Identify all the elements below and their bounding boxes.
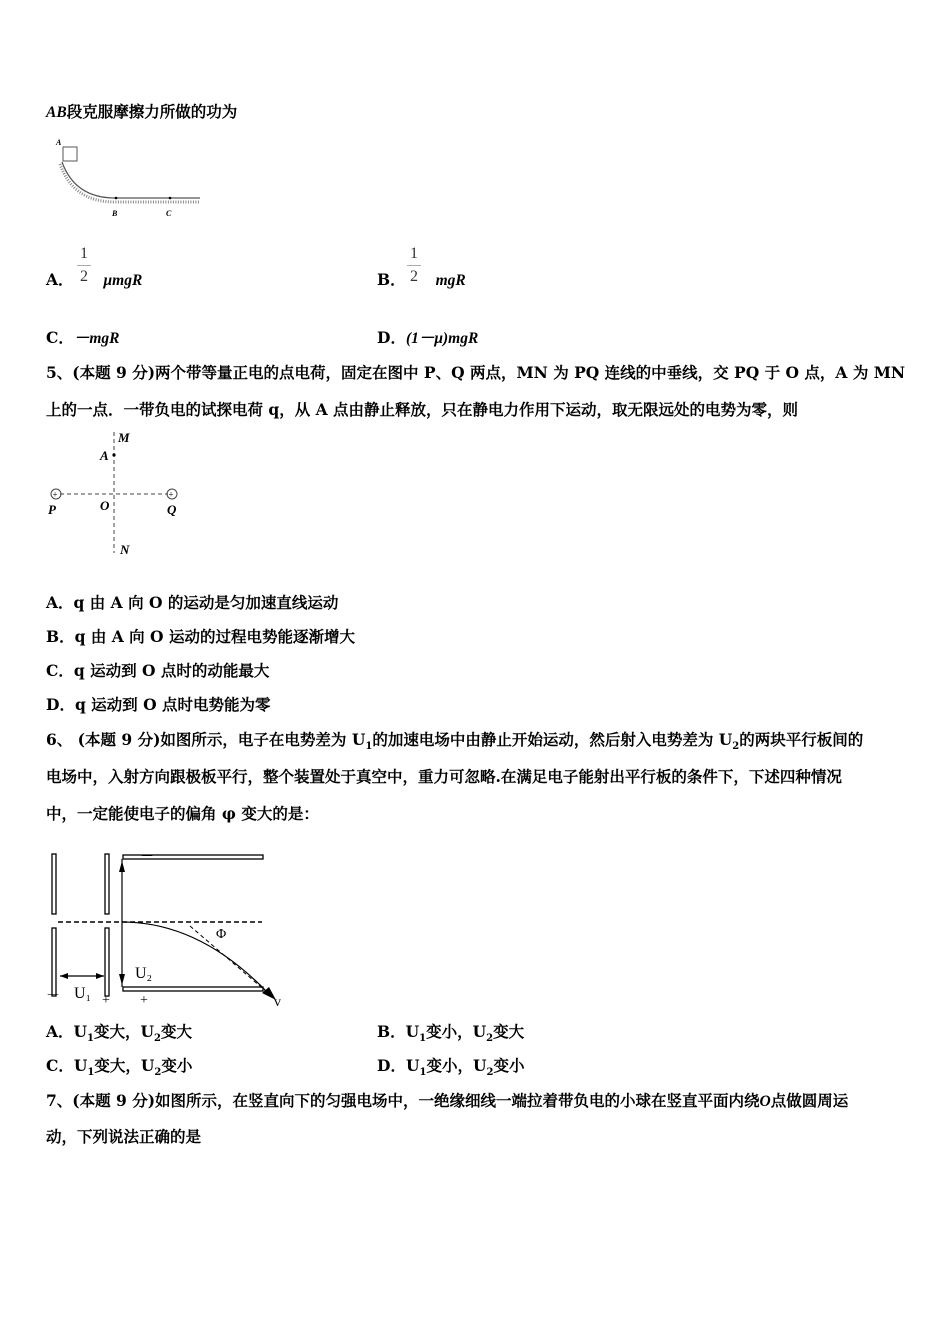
option-label: A． [46, 270, 74, 289]
label-minus-top: － [140, 850, 154, 865]
q6-option-a[interactable] [46, 1022, 192, 1049]
denominator: 2 [80, 268, 88, 285]
text: 的加速电场中由静止开始运动，然后射入电势差为 U [372, 730, 733, 749]
q5-option-d[interactable]: D．q 运动到 O 点时电势能为零 [46, 695, 271, 714]
t: D．U [377, 1056, 420, 1075]
numerator: 1 [80, 245, 88, 262]
option-expr: (1－μ)mgR [405, 330, 479, 347]
text: 的两块平行板间的 [739, 730, 864, 749]
q4-option-b[interactable] [377, 270, 466, 291]
option-expr: mgR [435, 272, 466, 289]
t: 变小，U [426, 1022, 487, 1041]
subscript: 2 [154, 1033, 162, 1045]
label-m: M [118, 430, 130, 445]
q5-stem-line1: 5、(本题 9 分)两个带等量正电的点电荷，固定在图中 P、Q 两点，MN 为 PQ 连线的中垂线，交 PQ 于 O 点，A 为 MN [46, 363, 906, 382]
subscript: 1 [365, 741, 373, 753]
label-a: A [100, 448, 109, 463]
q4-stem-tail [46, 102, 237, 123]
label-b: B [112, 209, 118, 218]
subscript: 1 [87, 1033, 95, 1045]
t: 变大，U [94, 1056, 155, 1075]
text: 点做圆周运 [770, 1091, 849, 1110]
label-u1: U₁ [74, 985, 92, 1002]
svg-text:+: + [52, 489, 58, 500]
option-label: B． [377, 270, 406, 289]
q6-option-b[interactable] [377, 1022, 524, 1049]
label-phi: Φ [216, 927, 227, 942]
q4-figure-track [50, 135, 210, 225]
q6-stem-line3: 中，一定能使电子的偏角 φ 变大的是： [46, 804, 319, 823]
t: 变大 [493, 1022, 525, 1041]
option-label: C． [46, 328, 74, 347]
label-o: O [100, 498, 110, 513]
t: A．U [46, 1022, 88, 1041]
label-a: A [56, 138, 62, 147]
q7-stem-line1 [46, 1091, 848, 1112]
label-c: C [166, 209, 172, 218]
numerator: 1 [410, 245, 418, 262]
subscript: 1 [419, 1033, 427, 1045]
block [63, 147, 77, 161]
q7-stem-line2: 动，下列说法正确的是 [46, 1127, 202, 1146]
q5-option-c[interactable]: C．q 运动到 O 点时的动能最大 [46, 661, 270, 680]
t: 变大 [161, 1022, 193, 1041]
t: 变小 [493, 1056, 525, 1075]
subscript: 2 [732, 741, 740, 753]
label-p: P [48, 502, 56, 517]
fraction-b [407, 245, 421, 286]
t: C．U [46, 1056, 88, 1075]
q4-option-a[interactable] [46, 270, 142, 291]
option-expr: －mgR [73, 330, 120, 347]
q5-option-b[interactable]: B．q 由 A 向 O 运动的过程电势能逐渐增大 [46, 627, 355, 646]
q6-stem-line2: 电场中，入射方向跟极板平行，整个装置处于真空中，重力可忽略.在满足电子能射出平行板的条件下，下述四种情况 [46, 767, 842, 786]
option-expr: μmgR [103, 272, 143, 289]
t: 变小 [161, 1056, 193, 1075]
text: 6、 (本题 9 分)如图所示，电子在电势差为 U [46, 730, 366, 749]
t: 变小，U [426, 1056, 487, 1075]
denominator: 2 [410, 268, 418, 285]
label-n: N [120, 542, 130, 557]
q6-option-d[interactable] [377, 1056, 524, 1083]
ab-text: AB [46, 104, 67, 121]
subscript: 2 [486, 1033, 494, 1045]
option-label: D． [377, 328, 406, 347]
label-plus-mid: + [102, 993, 110, 1008]
q5-figure-charges [44, 428, 194, 563]
subscript: 2 [154, 1067, 162, 1079]
label-q: Q [167, 502, 177, 517]
q4-option-d[interactable] [377, 328, 478, 349]
label-u2: U₂ [135, 965, 153, 982]
subscript: 1 [419, 1067, 427, 1079]
stem-text: 段克服摩擦力所做的功为 [66, 102, 238, 121]
fraction-a [77, 245, 91, 286]
label-minus-left: － [46, 989, 60, 1004]
q6-option-c[interactable] [46, 1056, 192, 1083]
q5-option-a[interactable]: A．q 由 A 向 O 的运动是匀加速直线运动 [46, 593, 339, 612]
subscript: 1 [87, 1067, 95, 1079]
t: 变大，U [94, 1022, 155, 1041]
q4-option-c[interactable] [46, 328, 120, 349]
text: 7、(本题 9 分)如图所示，在竖直向下的匀强电场中，一绝缘细线一端拉着带负电的小球在竖直平面内绕 [46, 1091, 760, 1110]
label-plus-bottom: + [140, 993, 148, 1008]
label-v: v [274, 995, 281, 1010]
o-text: O [759, 1093, 771, 1110]
svg-text:+: + [168, 489, 174, 500]
q6-figure-deflection [40, 840, 310, 1010]
subscript: 2 [486, 1067, 494, 1079]
q5-stem-line2: 上的一点．一带负电的试探电荷 q，从 A 点由静止释放，只在静电力作用下运动，取无限远处的电势为零，则 [46, 400, 799, 419]
q6-stem-line1 [46, 730, 863, 757]
t: B．U [377, 1022, 420, 1041]
